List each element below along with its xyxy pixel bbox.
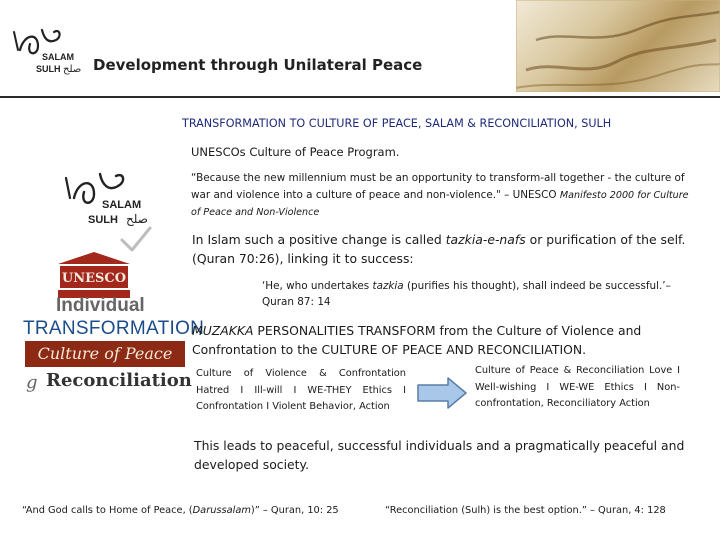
islam-paragraph: [192, 230, 702, 268]
culture-of-peace-box: Culture of Peace & Reconciliation Love I Well-wishing I WE-WE Ethics I Non-confrontation, Reconciliatory Action: [475, 365, 680, 409]
quran-quote: [262, 278, 702, 310]
unesco-logo-text: UNESCO: [61, 271, 127, 286]
unesco-quote-text: “Because the new millennium must be an opportunity to transform-all together - the culture of war and violence into a culture of peace and non-violence." – UNESCO: [191, 172, 685, 201]
right-arrow-icon: [416, 376, 468, 410]
logo-text-arabic: صلح: [63, 64, 82, 75]
unesco-quote-source: Manifesto 2000 for Culture of Peace and Non-Violence: [191, 190, 689, 218]
quran-quote-prefix: ‘He, who undertakes: [262, 280, 373, 292]
header-divider: [0, 96, 720, 98]
side-logo-text-arabic: صلح: [126, 212, 148, 226]
label-reconciliation: Reconciliation: [46, 370, 192, 391]
reconciliation-mark: g: [26, 372, 38, 393]
unesco-quote: [191, 170, 696, 221]
header-title: Development through Unilateral Peace: [93, 56, 423, 74]
salam-sulh-logo: [8, 22, 88, 82]
footer-quote-right: “Reconciliation (Sulh) is the best option.” – Quran, 4: 128: [385, 505, 666, 516]
footer-left-prefix: “And God calls to Home of Peace, (: [22, 505, 193, 516]
logo-text-salam: SALAM: [42, 52, 74, 62]
label-culture-of-peace: Culture of Peace: [25, 341, 185, 367]
label-transformation: TRANSFORMATION: [23, 318, 205, 339]
quran-quote-suffix: (purifies his thought), shall indeed be successful.’– Quran 87: 14: [262, 280, 671, 308]
side-logo-text-sulh: SULH: [88, 214, 118, 226]
islam-para-prefix: In Islam such a positive change is called: [192, 232, 446, 247]
salam-sulh-side-logo: [58, 168, 158, 228]
quran-quote-term: tazkia: [372, 280, 404, 292]
muzakka-paragraph: [192, 321, 702, 359]
footer-left-suffix: )” – Quran, 10: 25: [250, 505, 339, 516]
logo-text-sulh: SULH: [36, 64, 61, 74]
calligraphy-image: [516, 0, 720, 92]
program-line: UNESCOs Culture of Peace Program.: [191, 145, 400, 159]
unesco-logo: [56, 250, 132, 300]
muzakka-text: PERSONALITIES TRANSFORM from the Culture of Violence and Confrontation to the CULTURE OF PEACE AND RECONCILIATION.: [192, 323, 642, 357]
side-logo-text-salam: SALAM: [102, 199, 142, 211]
slide-title: TRANSFORMATION TO CULTURE OF PEACE, SALAM & RECONCILIATION, SULH: [182, 117, 612, 130]
label-individual: Individual: [56, 295, 145, 316]
islam-para-term: tazkia-e-nafs: [445, 232, 526, 247]
conclusion: This leads to peaceful, successful individuals and a pragmatically peaceful and developed society.: [194, 438, 685, 472]
footer-quote-left: [22, 505, 339, 516]
muzakka-term: MUZAKKA: [192, 323, 254, 338]
footer-left-term: Darussalam: [192, 505, 251, 516]
islam-para-suffix: or purification of the self. (Quran 70:26), linking it to success:: [192, 232, 686, 266]
calligraphy-texture: [516, 0, 720, 92]
culture-of-violence-box: Culture of Violence & Confrontation Hatred I Ill-will I WE-THEY Ethics I Confrontation I Violent Behavior, Action: [196, 368, 406, 412]
